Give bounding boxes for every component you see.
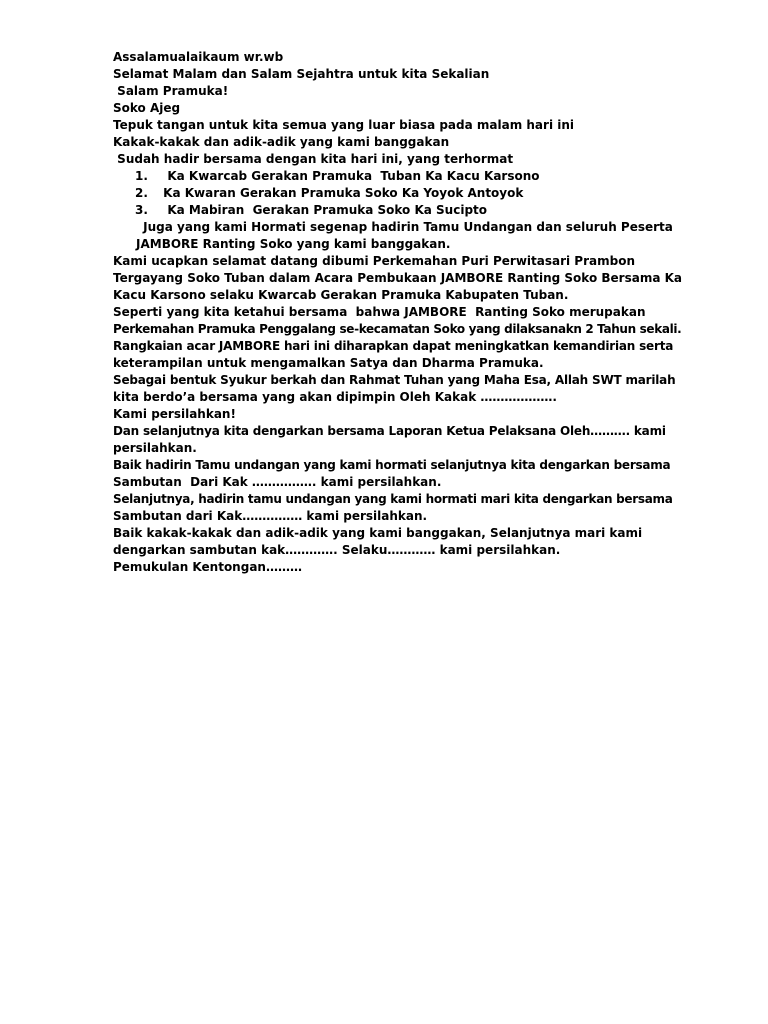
text-line: Perkemahan Pramuka Penggalang se-kecamatan Soko yang dilaksanakn 2 Tahun sekali. <box>113 322 682 336</box>
list-item <box>113 202 673 219</box>
text-line: Kami ucapkan selamat datang dibumi Perkemahan Puri Perwitasari Prambon <box>113 254 635 268</box>
text-line: Rangkaian acar JAMBORE hari ini diharapkan dapat meningkatkan kemandirian serta <box>113 339 674 353</box>
list-number: 2. <box>135 186 148 200</box>
text-line: dengarkan sambutan kak…………. Selaku………… kami persilahkan. <box>113 543 561 557</box>
text-line: Tergayang Soko Tuban dalam Acara Pembukaan JAMBORE Ranting Soko Bersama Ka <box>113 271 683 285</box>
body-block <box>113 253 683 576</box>
list-item-text: Ka Kwarcab Gerakan Pramuka Tuban Ka Kacu Karsono <box>159 169 540 183</box>
list-item-text: Ka Mabiran Gerakan Pramuka Soko Ka Sucipto <box>159 203 488 217</box>
text-line: Soko Ajeg <box>113 101 181 115</box>
list-number: 3. <box>135 203 148 217</box>
list-item <box>113 168 673 185</box>
text-line: Salam Pramuka! <box>113 84 229 98</box>
text-line: Pemukulan Kentongan……… <box>113 560 302 574</box>
text-line: Juga yang kami Hormati segenap hadirin Tamu Undangan dan seluruh Peserta <box>139 220 673 234</box>
text-line: Selanjutnya, hadirin tamu undangan yang kami hormati mari kita dengarkan bersama <box>113 492 673 506</box>
text-line: Kakak-kakak dan adik-adik yang kami banggakan <box>113 135 450 149</box>
text-line: Sambutan dari Kak…………… kami persilahkan. <box>113 509 428 523</box>
text-line: Assalamualaikaum wr.wb <box>113 50 284 64</box>
text-line: JAMBORE Ranting Soko yang kami banggakan. <box>136 237 451 251</box>
text-line: Kacu Karsono selaku Kwarcab Gerakan Pramuka Kabupaten Tuban. <box>113 288 569 302</box>
text-line: persilahkan. <box>113 441 197 455</box>
text-line: Seperti yang kita ketahui bersama bahwa JAMBORE Ranting Soko merupakan <box>113 305 646 319</box>
text-line: Baik hadirin Tamu undangan yang kami hormati selanjutnya kita dengarkan bersama <box>113 458 671 472</box>
text-line: Sudah hadir bersama dengan kita hari ini, yang terhormat <box>113 152 514 166</box>
document-page <box>113 49 683 576</box>
text-line: Sebagai bentuk Syukur berkah dan Rahmat Tuhan yang Maha Esa, Allah SWT marilah <box>113 373 676 387</box>
text-line: Kami persilahkan! <box>113 407 236 421</box>
text-line: Selamat Malam dan Salam Sejahtra untuk kita Sekalian <box>113 67 490 81</box>
text-line: Tepuk tangan untuk kita semua yang luar biasa pada malam hari ini <box>113 118 575 132</box>
list-item-text: Ka Kwaran Gerakan Pramuka Soko Ka Yoyok Antoyok <box>159 186 524 200</box>
guests-paragraph <box>113 219 673 253</box>
honored-guests-list <box>113 168 673 219</box>
text-line: Baik kakak-kakak dan adik-adik yang kami banggakan, Selanjutnya mari kami <box>113 526 643 540</box>
list-number: 1. <box>135 169 148 183</box>
text-line: kita berdo’a bersama yang akan dipimpin Oleh Kakak ………………. <box>113 390 557 404</box>
greeting-block <box>113 49 673 168</box>
list-item <box>113 185 673 202</box>
text-line: Sambutan Dari Kak ……………. kami persilahkan. <box>113 475 442 489</box>
text-line: Dan selanjutnya kita dengarkan bersama Laporan Ketua Pelaksana Oleh………. kami <box>113 424 666 438</box>
text-line: keterampilan untuk mengamalkan Satya dan Dharma Pramuka. <box>113 356 544 370</box>
